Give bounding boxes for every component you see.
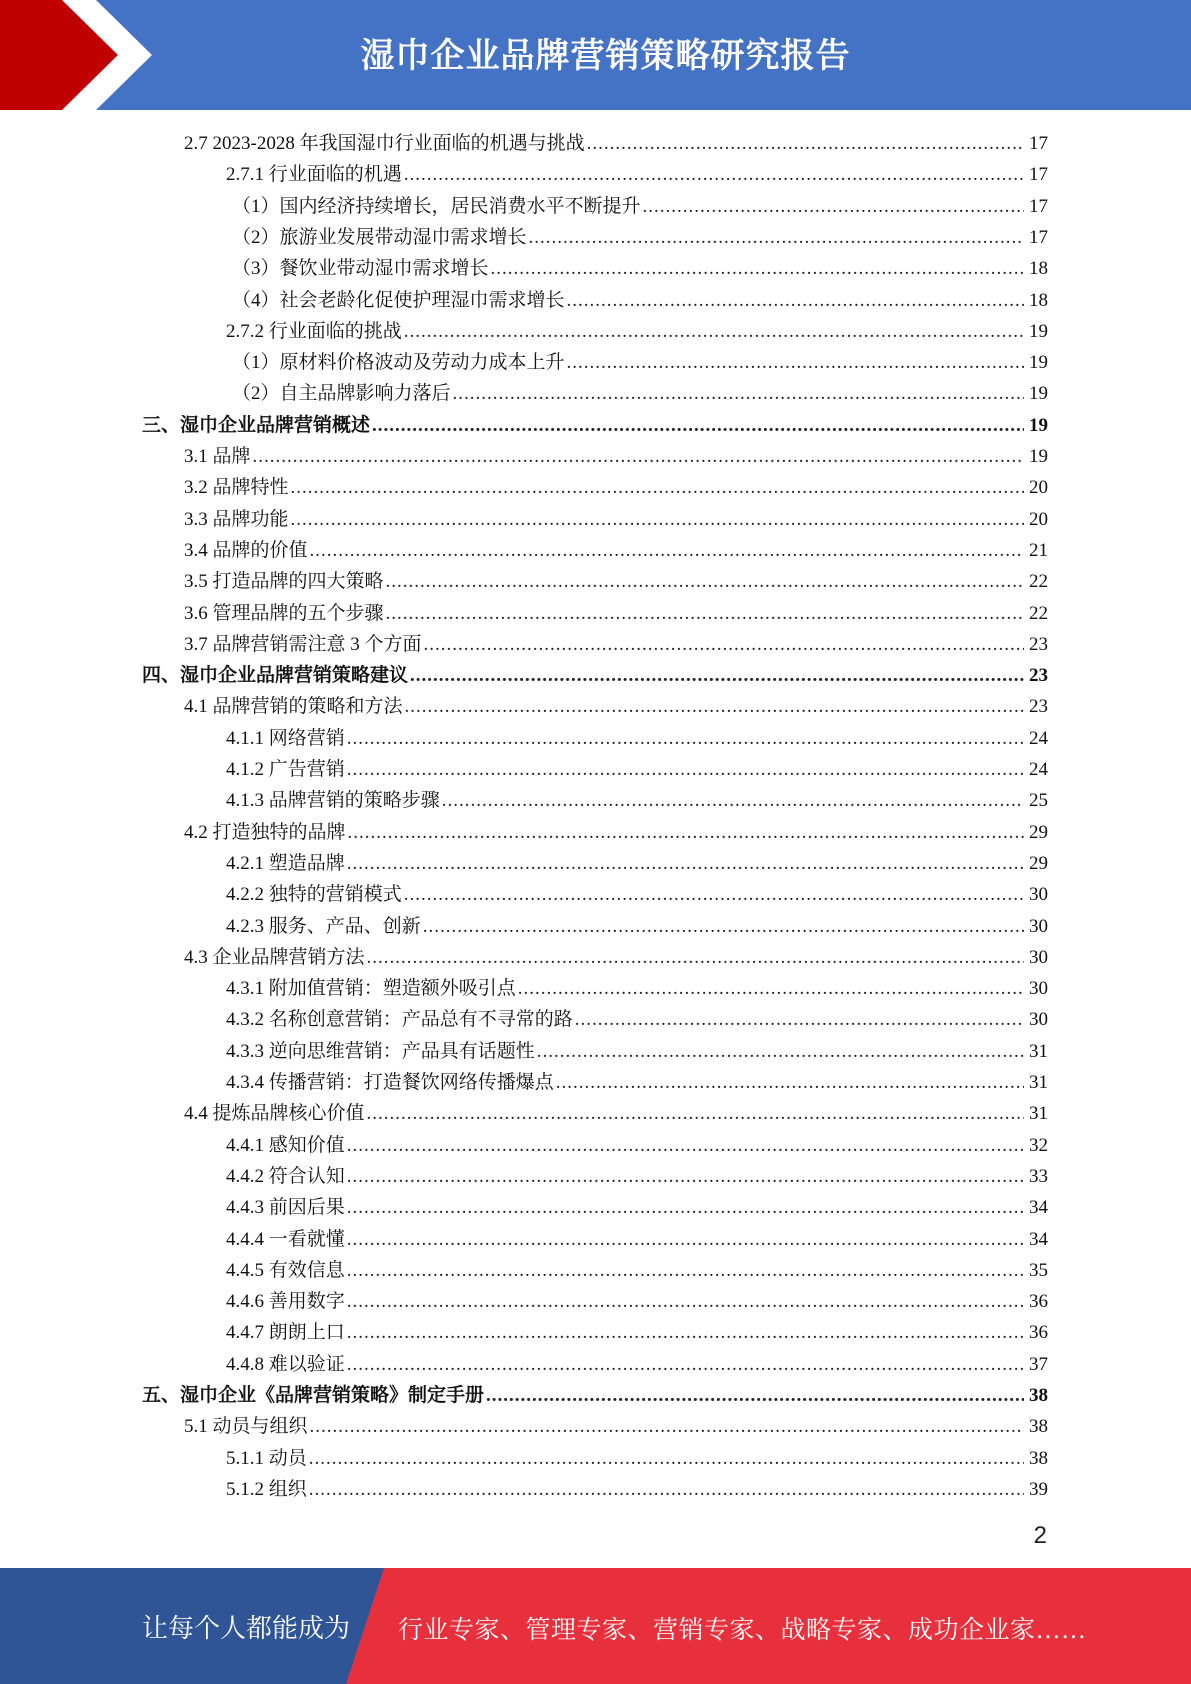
toc-leader-dots (529, 222, 1024, 253)
toc-entry-page: 19 (1029, 320, 1048, 342)
toc-entry[interactable] (184, 504, 1048, 535)
toc-entry[interactable] (226, 1443, 1048, 1474)
toc-entry[interactable] (232, 222, 1048, 253)
toc-entry-page: 24 (1029, 727, 1048, 749)
toc-entry-label: 3.4 品牌的价值 (184, 539, 308, 561)
toc-entry-label: 4.3.2 名称创意营销：产品总有不寻常的路 (226, 1009, 573, 1031)
toc-entry-page: 36 (1029, 1322, 1048, 1344)
toc-leader-dots (310, 535, 1024, 566)
toc-leader-dots (372, 410, 1024, 441)
toc-entry-label: 3.2 品牌特性 (184, 477, 289, 499)
toc-leader-dots (367, 942, 1024, 973)
toc-entry[interactable] (184, 598, 1048, 629)
toc-entry[interactable] (142, 410, 1048, 441)
footer-slogan-left: 让每个人都能成为 (142, 1614, 351, 1643)
toc-entry-page: 20 (1029, 477, 1048, 499)
toc-entry-label: 5.1.2 组织 (226, 1478, 307, 1500)
toc-leader-dots (453, 378, 1024, 409)
toc-leader-dots (367, 1098, 1024, 1129)
toc-entry[interactable] (226, 848, 1048, 879)
toc-leader-dots (386, 598, 1024, 629)
toc-leader-dots (575, 1004, 1024, 1035)
toc-entry-label: 4.4.4 一看就懂 (226, 1228, 345, 1250)
toc-leader-dots (309, 1474, 1024, 1505)
toc-entry-label: 五、湿巾企业《品牌营销策略》制定手册 (142, 1385, 485, 1406)
toc-entry-label: 4.4.1 感知价值 (226, 1134, 345, 1156)
toc-entry-page: 34 (1029, 1228, 1048, 1250)
toc-leader-dots (567, 347, 1024, 378)
toc-entry[interactable] (232, 378, 1048, 409)
toc-entry-label: （1）原材料价格波动及劳动力成本上升 (232, 352, 565, 374)
toc-entry[interactable] (232, 347, 1048, 378)
toc-leader-dots (556, 1067, 1024, 1098)
toc-leader-dots (423, 911, 1024, 942)
toc-leader-dots (587, 128, 1024, 159)
toc-leader-dots (347, 848, 1024, 879)
report-title: 湿巾企业品牌营销策略研究报告 (360, 36, 851, 76)
toc-leader-dots (347, 1317, 1024, 1348)
toc-entry-label: 4.2.1 塑造品牌 (226, 852, 345, 874)
toc-entry-page: 34 (1029, 1197, 1048, 1219)
toc-entry[interactable] (184, 942, 1048, 973)
toc-entry[interactable] (226, 1349, 1048, 1380)
toc-entry-label: 4.3.4 传播营销：打造餐饮网络传播爆点 (226, 1072, 554, 1093)
toc-entry[interactable] (184, 629, 1048, 660)
toc-entry-label: 四、湿巾企业品牌营销策略建议 (142, 665, 409, 687)
toc-entry-page: 19 (1029, 352, 1048, 374)
toc-entry[interactable] (226, 754, 1048, 785)
toc-entry[interactable] (184, 1411, 1048, 1442)
toc-leader-dots (404, 316, 1024, 347)
toc-entry-label: （2）自主品牌影响力落后 (232, 383, 451, 405)
toc-entry-page: 30 (1029, 1009, 1048, 1031)
toc-entry-page: 39 (1029, 1478, 1048, 1500)
toc-entry-label: （3）餐饮业带动湿巾需求增长 (232, 258, 489, 280)
toc-entry[interactable] (184, 817, 1048, 848)
toc-entry[interactable] (184, 566, 1048, 597)
toc-entry[interactable] (226, 1224, 1048, 1255)
toc-leader-dots (347, 1224, 1024, 1255)
toc-entry[interactable] (226, 723, 1048, 754)
toc-entry[interactable] (184, 128, 1048, 159)
toc-entry-page: 30 (1029, 915, 1048, 937)
toc-entry-label: 4.4.8 难以验证 (226, 1353, 345, 1375)
toc-entry-page: 20 (1029, 508, 1048, 530)
toc-entry[interactable] (226, 1004, 1048, 1035)
toc-entry-page: 17 (1029, 164, 1048, 186)
toc-entry-label: 4.4.2 符合认知 (226, 1165, 345, 1187)
toc-entry[interactable] (226, 785, 1048, 816)
toc-entry[interactable] (184, 535, 1048, 566)
toc-leader-dots (347, 1161, 1024, 1192)
toc-entry[interactable] (184, 1098, 1048, 1129)
toc-entry-page: 18 (1029, 258, 1048, 280)
toc-entry-page: 17 (1029, 195, 1048, 217)
toc-leader-dots (537, 1036, 1024, 1067)
toc-entry-label: 4.4 提炼品牌核心价值 (184, 1103, 365, 1125)
toc-entry[interactable] (226, 1317, 1048, 1348)
toc-leader-dots (567, 285, 1024, 316)
toc-entry-label: 3.1 品牌 (184, 446, 251, 467)
toc-entry-label: 4.4.3 前因后果 (226, 1197, 345, 1219)
toc-entry-page: 31 (1029, 1072, 1048, 1093)
toc-entry-label: 4.4.6 善用数字 (226, 1291, 345, 1313)
toc-leader-dots (405, 691, 1024, 722)
page-footer (0, 1568, 1191, 1684)
toc-entry-page: 19 (1029, 446, 1048, 467)
toc-entry-page: 36 (1029, 1291, 1048, 1313)
toc-leader-dots (442, 785, 1024, 816)
toc-entry-page: 17 (1029, 133, 1048, 154)
toc-entry-page: 19 (1029, 414, 1048, 436)
toc-entry-page: 23 (1029, 696, 1048, 718)
toc-entry-label: 4.1 品牌营销的策略和方法 (184, 696, 403, 718)
toc-entry[interactable] (226, 159, 1048, 190)
toc-entry[interactable] (142, 660, 1048, 691)
toc-leader-dots (486, 1380, 1024, 1411)
toc-entry-label: 2.7.2 行业面临的挑战 (226, 320, 402, 342)
page-header (0, 0, 1191, 110)
toc-leader-dots (386, 566, 1024, 597)
toc-entry-label: 4.1.2 广告营销 (226, 759, 345, 780)
toc-leader-dots (347, 754, 1024, 785)
toc-entry-label: （1）国内经济持续增长，居民消费水平不断提升 (232, 195, 641, 217)
toc-leader-dots (404, 879, 1024, 910)
toc-leader-dots (291, 504, 1024, 535)
toc-entry[interactable] (226, 879, 1048, 910)
toc-entry-label: 4.1.1 网络营销 (226, 727, 345, 749)
toc-leader-dots (347, 1349, 1024, 1380)
toc-entry-page: 33 (1029, 1165, 1048, 1187)
toc-leader-dots (253, 441, 1024, 472)
toc-entry-label: 3.3 品牌功能 (184, 508, 289, 530)
toc-entry[interactable] (226, 1474, 1048, 1505)
toc-entry[interactable] (226, 911, 1048, 942)
toc-entry-page: 31 (1029, 1040, 1048, 1062)
toc-entry[interactable] (232, 191, 1048, 222)
toc-entry-page: 29 (1029, 821, 1048, 843)
footer-slogan-right: 行业专家、管理专家、营销专家、战略专家、成功企业家…… (398, 1617, 1087, 1644)
toc-entry[interactable] (232, 285, 1048, 316)
toc-entry-page: 38 (1029, 1416, 1048, 1438)
toc-entry-label: 三、湿巾企业品牌营销概述 (142, 414, 371, 436)
toc-entry[interactable] (232, 253, 1048, 284)
toc-entry[interactable] (142, 1380, 1048, 1411)
toc-entry-page: 37 (1029, 1353, 1048, 1375)
toc-entry-page: 25 (1029, 790, 1048, 812)
toc-leader-dots (348, 817, 1024, 848)
toc-entry-label: 5.1.1 动员 (226, 1447, 307, 1469)
toc-entry-page: 17 (1029, 226, 1048, 248)
toc-entry[interactable] (226, 973, 1048, 1004)
toc-entry-label: 4.1.3 品牌营销的策略步骤 (226, 790, 440, 812)
toc-entry[interactable] (184, 441, 1048, 472)
toc-entry[interactable] (226, 1130, 1048, 1161)
toc-entry-page: 35 (1029, 1259, 1048, 1281)
toc-leader-dots (347, 1192, 1024, 1223)
toc-entry[interactable] (184, 472, 1048, 503)
toc-leader-dots (404, 159, 1024, 190)
toc-entry-label: 4.2.3 服务、产品、创新 (226, 915, 421, 937)
toc-entry[interactable] (226, 1286, 1048, 1317)
toc-entry-page: 23 (1029, 633, 1048, 655)
toc-entry-label: 4.2.2 独特的营销模式 (226, 884, 402, 906)
toc-entry-label: 2.7.1 行业面临的机遇 (226, 164, 402, 186)
toc-leader-dots (310, 1411, 1024, 1442)
toc-entry[interactable] (226, 1255, 1048, 1286)
toc-leader-dots (309, 1443, 1024, 1474)
toc-entry-page: 22 (1029, 602, 1048, 624)
toc-entry-page: 30 (1029, 978, 1048, 1000)
toc-entry-label: 2.7 2023-2028 年我国湿巾行业面临的机遇与挑战 (184, 133, 585, 154)
toc-entry-label: 3.5 打造品牌的四大策略 (184, 571, 384, 593)
toc-entry-label: （4）社会老龄化促使护理湿巾需求增长 (232, 289, 565, 311)
toc-entry-label: 3.7 品牌营销需注意 3 个方面 (184, 633, 422, 655)
toc-entry-label: 4.4.5 有效信息 (226, 1259, 345, 1281)
toc-leader-dots (491, 253, 1024, 284)
page-number: 2 (1033, 1522, 1047, 1549)
toc-entry-label: 4.3.3 逆向思维营销：产品具有话题性 (226, 1040, 535, 1062)
toc-leader-dots (347, 1130, 1024, 1161)
toc-leader-dots (424, 629, 1024, 660)
toc-entry-page: 31 (1029, 1103, 1048, 1125)
toc-entry-label: 4.3 企业品牌营销方法 (184, 946, 365, 968)
toc-entry-page: 38 (1029, 1447, 1048, 1469)
toc-entry-page: 22 (1029, 571, 1048, 593)
toc-leader-dots (347, 723, 1024, 754)
toc-entry[interactable] (226, 1067, 1048, 1098)
toc-entry-page: 23 (1029, 665, 1048, 687)
toc-entry-label: 3.6 管理品牌的五个步骤 (184, 602, 384, 624)
toc-entry-page: 19 (1029, 383, 1048, 405)
toc-entry-label: 5.1 动员与组织 (184, 1416, 308, 1438)
toc-entry-label: 4.4.7 朗朗上口 (226, 1322, 345, 1344)
toc-leader-dots (410, 660, 1024, 691)
toc-entry-label: 4.3.1 附加值营销：塑造额外吸引点 (226, 978, 516, 1000)
toc-entry-page: 30 (1029, 946, 1048, 968)
toc-entry[interactable] (226, 1192, 1048, 1223)
toc-entry-page: 30 (1029, 884, 1048, 906)
toc-leader-dots (518, 973, 1024, 1004)
toc-entry[interactable] (226, 1161, 1048, 1192)
toc-entry-page: 18 (1029, 289, 1048, 311)
toc-entry-label: （2）旅游业发展带动湿巾需求增长 (232, 226, 527, 248)
toc-entry[interactable] (184, 691, 1048, 722)
toc-entry[interactable] (226, 1036, 1048, 1067)
toc-leader-dots (347, 1286, 1024, 1317)
toc-entry[interactable] (226, 316, 1048, 347)
toc-entry-page: 24 (1029, 759, 1048, 780)
toc-leader-dots (291, 472, 1024, 503)
toc-entry-label: 4.2 打造独特的品牌 (184, 821, 346, 843)
toc-leader-dots (347, 1255, 1024, 1286)
toc-entry-page: 29 (1029, 852, 1048, 874)
toc-entry-page: 32 (1029, 1134, 1048, 1156)
toc-entry-page: 38 (1029, 1385, 1048, 1406)
toc-entry-page: 21 (1029, 539, 1048, 561)
toc-leader-dots (643, 191, 1024, 222)
